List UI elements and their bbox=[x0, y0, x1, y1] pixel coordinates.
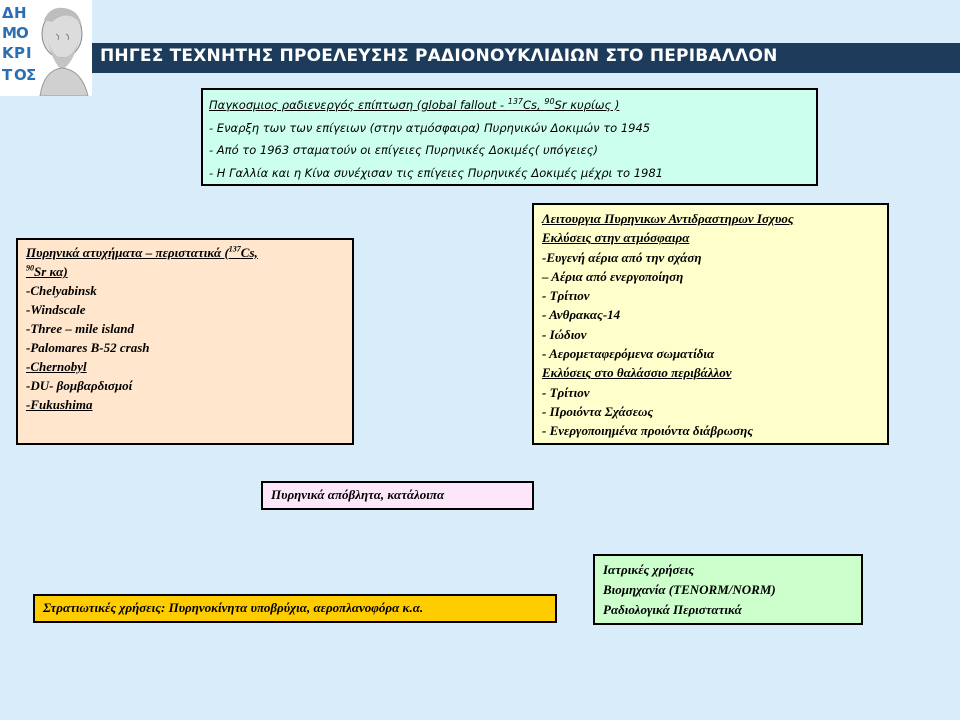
page-title: ΠΗΓΕΣ ΤΕΧΝΗΤΗΣ ΠΡΟΕΛΕΥΣΗΣ ΡΑΔΙΟΝΟΥΚΛΙΔΙΩΝ ΣΤΟ ΠΕΡΙΒΑΛΛΟΝ bbox=[100, 46, 778, 66]
medical-uses-box bbox=[593, 554, 863, 625]
fallout-item: - Από το 1963 σταματούν οι επίγειες Πυρηνικές Δοκιμές( υπόγειες) bbox=[209, 143, 598, 157]
nuclear-waste-box bbox=[261, 481, 534, 510]
svg-text:Ο: Ο bbox=[16, 24, 29, 42]
medical-item: Ιατρικές χρήσεις bbox=[603, 562, 695, 577]
air-release-item: - Ιώδιον bbox=[542, 326, 587, 342]
svg-text:Κ: Κ bbox=[2, 44, 14, 62]
nuclear-accidents-box bbox=[16, 238, 354, 445]
sea-release-item: - Τρίτιον bbox=[542, 384, 590, 400]
reactors-heading: Λειτουργια Πυρηνικων Αντιδραστηρων Ισχυος bbox=[542, 211, 794, 226]
sea-releases-heading: Εκλύσεις στο θαλάσσιο περιβάλλον bbox=[542, 365, 732, 381]
accident-item: -Fukushima bbox=[26, 397, 93, 412]
svg-text:Δ: Δ bbox=[2, 4, 14, 22]
accident-item: -Chelyabinsk bbox=[26, 283, 97, 298]
title-bar bbox=[92, 43, 960, 73]
air-release-item: - Ανθρακας-14 bbox=[542, 307, 621, 323]
accident-item: -DU- βομβαρδισμοί bbox=[26, 378, 133, 393]
reactor-operation-box bbox=[532, 203, 889, 445]
logo-graphic bbox=[0, 0, 92, 96]
military-uses-box bbox=[33, 594, 557, 623]
air-release-item: -Ευγενή αέρια από την σχάση bbox=[542, 249, 702, 265]
air-release-item: - Αερομεταφερόμενα σωματίδια bbox=[542, 346, 715, 362]
sea-release-item: - Προιόντα Σχάσεως bbox=[542, 403, 654, 419]
demokritos-logo bbox=[0, 0, 92, 96]
waste-label: Πυρηνικά απόβλητα, κατάλοιπα bbox=[271, 487, 445, 502]
accident-item: -Three – mile island bbox=[26, 321, 134, 336]
accidents-heading: Πυρηνικά ατυχήματα – περιστατικά ($^{137}$Cs, $^{90}$Sr κα) bbox=[26, 244, 258, 279]
svg-text:Σ: Σ bbox=[26, 66, 37, 84]
svg-text:Ρ: Ρ bbox=[14, 44, 25, 62]
fallout-item: - Η Γαλλία και η Κίνα συνέχισαν τις επίγειες Πυρηνικές Δοκιμές μέχρι το 1981 bbox=[209, 165, 663, 180]
global-fallout-box bbox=[201, 88, 818, 186]
fallout-heading: Παγκοσμιος ραδιενεργός επίπτωση (global fallout - $^{137}$Cs, $^{90}$Sr κυρίως ) bbox=[209, 97, 620, 112]
svg-text:Ι: Ι bbox=[26, 44, 32, 62]
svg-text:Μ: Μ bbox=[2, 24, 17, 42]
air-releases-heading: Εκλύσεις στην ατμόσφαιρα bbox=[542, 230, 690, 246]
accident-item: -Palomares B-52 crash bbox=[26, 340, 150, 355]
air-release-item: – Αέρια από ενεργοποίηση bbox=[542, 268, 684, 284]
accident-item: -Chernobyl bbox=[26, 359, 87, 374]
sea-release-item: - Ενεργοποιημένα προιόντα διάβρωσης bbox=[542, 423, 754, 439]
accident-item: -Windscale bbox=[26, 302, 86, 317]
svg-text:Ο: Ο bbox=[14, 66, 27, 84]
medical-item: Βιομηχανία (TENORM/NORM) bbox=[603, 582, 776, 597]
svg-text:Τ: Τ bbox=[2, 66, 13, 84]
medical-item: Ραδιολογικά Περιστατικά bbox=[603, 602, 742, 617]
air-release-item: - Τρίτιον bbox=[542, 288, 590, 304]
military-label: Στρατιωτικές χρήσεις: Πυρηνοκίνητα υποβρύχια, αεροπλανοφόρα κ.α. bbox=[43, 600, 424, 615]
fallout-item: - Εναρξη των των επίγειων (στην ατμόσφαιρα) Πυρηνικών Δοκιμών το 1945 bbox=[209, 120, 651, 135]
svg-text:Η: Η bbox=[14, 4, 27, 22]
